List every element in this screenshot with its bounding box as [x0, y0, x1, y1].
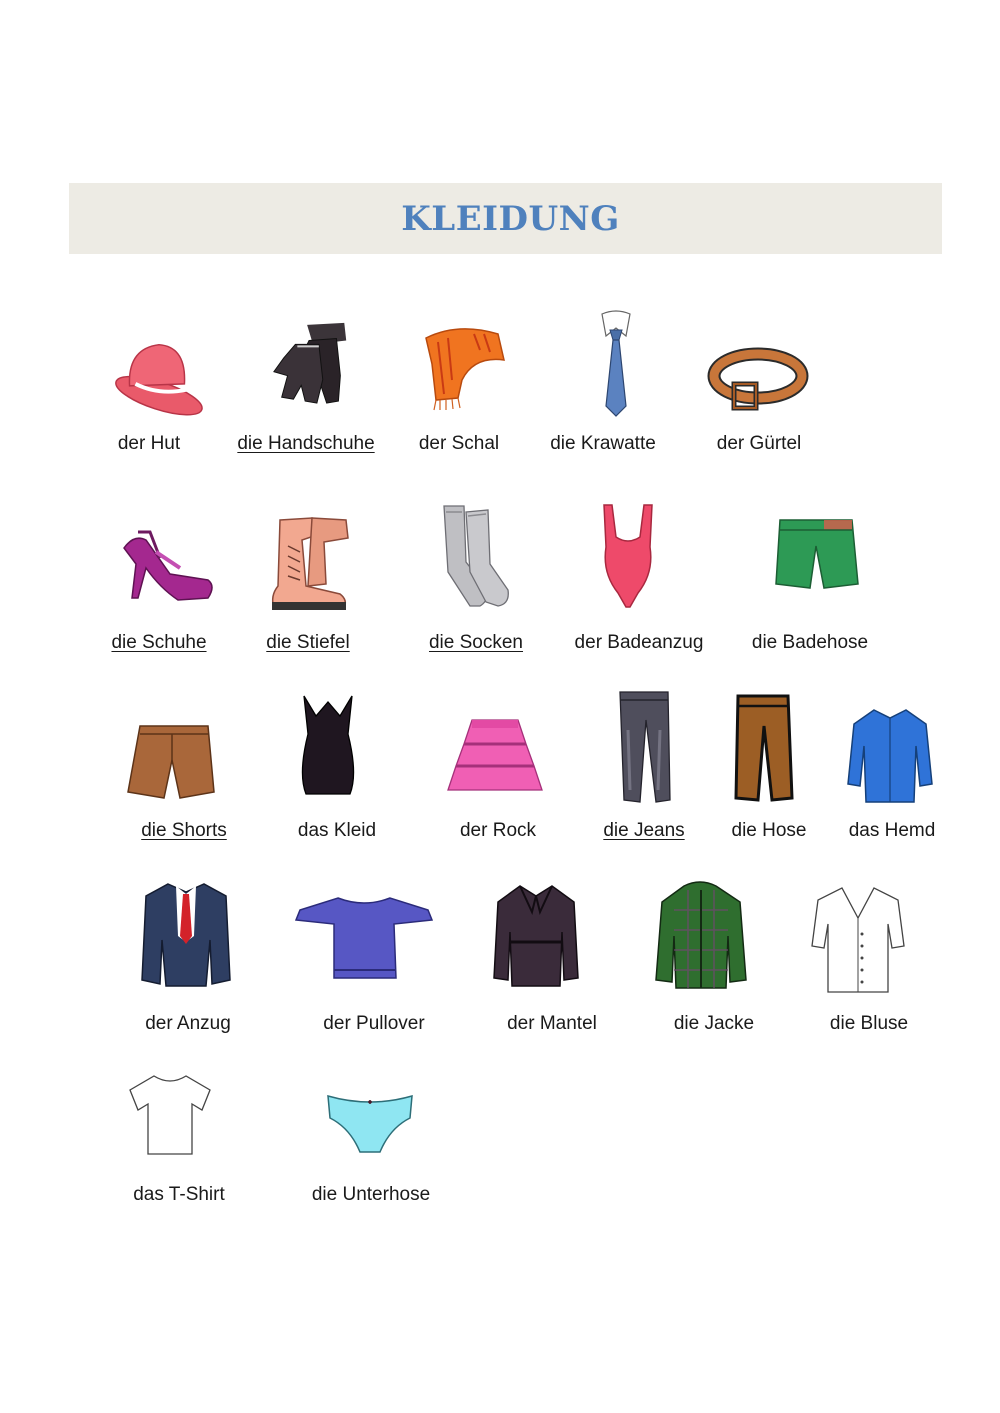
item-label: das T-Shirt: [133, 1184, 225, 1205]
item-label: die Bluse: [829, 1013, 909, 1034]
blouse-icon: [808, 884, 908, 996]
item-label: die Badehose: [751, 632, 869, 653]
jeans-icon: [614, 690, 674, 804]
item-label: die Handschuhe: [237, 433, 375, 454]
shorts-icon: [126, 722, 214, 800]
swim-trunks-icon: [774, 516, 858, 594]
item-label: die Stiefel: [266, 632, 350, 653]
item-label: der Badeanzug: [574, 632, 704, 653]
dress-icon: [298, 694, 358, 798]
title-band: [69, 183, 942, 254]
item-label: der Rock: [459, 820, 537, 841]
item-label: die Schuhe: [111, 632, 207, 653]
item-label: der Pullover: [323, 1013, 425, 1034]
item-label: der Schal: [418, 433, 500, 454]
shirt-icon: [846, 706, 934, 806]
item-label: der Gürtel: [716, 433, 802, 454]
trousers-icon: [732, 694, 794, 804]
item-label: die Shorts: [141, 820, 227, 841]
coat-icon: [492, 882, 580, 990]
sock-icon: [440, 502, 512, 612]
jacket-icon: [654, 880, 748, 992]
item-label: die Unterhose: [311, 1184, 431, 1205]
item-label: der Hut: [117, 433, 181, 454]
belt-icon: [710, 346, 808, 414]
high-heel-shoe-icon: [120, 528, 218, 606]
item-label: das Kleid: [297, 820, 377, 841]
suit-icon: [140, 880, 232, 988]
item-label: der Anzug: [145, 1013, 231, 1034]
page-title: KLEIDUNG: [401, 198, 620, 239]
hat-icon: [108, 338, 206, 418]
skirt-icon: [446, 716, 544, 794]
tie-icon: [596, 310, 636, 418]
scarf-icon: [418, 320, 508, 410]
boot-icon: [268, 516, 350, 612]
item-label: die Socken: [428, 632, 524, 653]
item-label: das Hemd: [848, 820, 936, 841]
item-label: der Mantel: [507, 1013, 597, 1034]
item-label: die Hose: [731, 820, 807, 841]
t-shirt-icon: [128, 1072, 212, 1158]
item-label: die Krawatte: [550, 433, 656, 454]
gloves-icon: [268, 316, 356, 408]
item-label: die Jeans: [603, 820, 685, 841]
item-label: die Jacke: [673, 1013, 755, 1034]
sweater-icon: [294, 890, 434, 986]
underpants-icon: [324, 1088, 416, 1158]
swimsuit-icon: [598, 503, 658, 609]
